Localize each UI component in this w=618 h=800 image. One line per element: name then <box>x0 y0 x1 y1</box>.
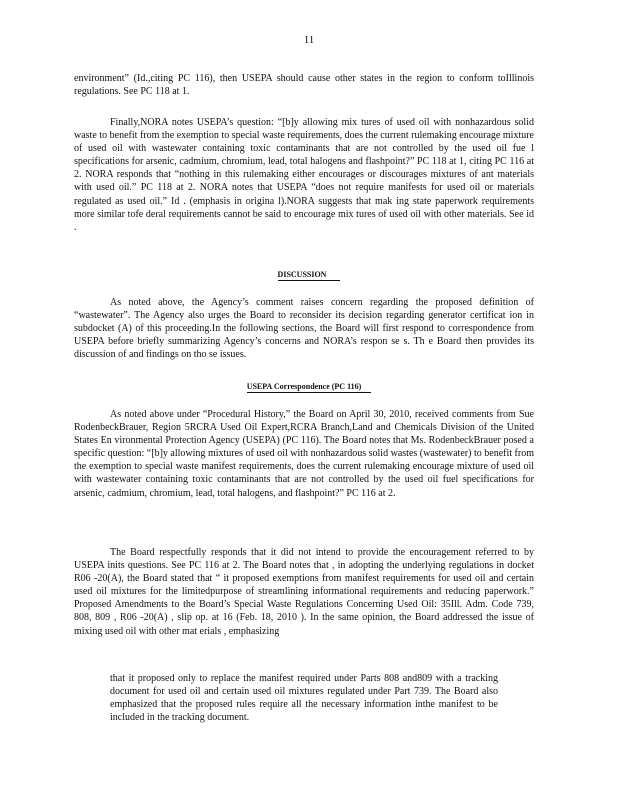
paragraph-nora-citation: environment” (Id.,citing PC 116), then USEPA should cause other states in the region to conform toIllinois regulations. See PC 118 at 1. <box>74 73 534 98</box>
paragraph-usepa-comments: As noted above under “Procedural History,” the Board on April 30, 2010, received comments from Sue RodenbeckBrauer, Region 5RCRA Used Oil Expert,RCRA Branch,Land and Chemicals Division of the United States En vironmental Protection Agency (USEPA) (PC 116). The Board notes that Ms. RodenbeckBrauer posed a specific question: “[b]y allowing mixtures of used oil with nonhazardous solid wastes (wastewater) to benefit from the exemption to special waste manifest requirements, does the current rulemaking encourage mixture of used oil with wastewater containing toxic contaminants that are not controlled by the used oil fuel specifications for arsenic, cadmium, chromium, lead, total halogens, and flashpoint?” PC 116 at 2. <box>74 409 534 499</box>
usepa-correspondence-heading <box>0 382 618 391</box>
page-number: 11 <box>303 34 315 46</box>
discussion-heading <box>0 270 618 279</box>
paragraph-discussion-intro: As noted above, the Agency’s comment raises concern regarding the proposed definition of “wastewater”. The Agency also urges the Board to reconsider its decision regarding generator certificat ion in subdocket (A) of this proceeding.In the following sections, the Board will first respond to correspondence from USEPA before briefly summarizing Agency’s concerns and NORA’s respon se s. Th e Board then provides its discussion of and findings on tho se issues. <box>74 297 534 361</box>
paragraph-nora-response: Finally,NORA notes USEPA’s question: “[b]y allowing mix tures of used oil with nonhazardous solid waste to benefit from the exemption to special waste requirements, does the current rulemaking encourage mixture of used oil with wastewater containing toxic contaminants that are not controlled by the used oil fue l specifications for arsenic, cadmium, chromium, lead, total halogens and flashpoint?” PC 118 at 1, citing PC 116 at 2. NORA responds that “nothing in this rulemaking either encourages or discourages mixtures of ant materials with used oil.” PC 118 at 2. NORA notes that USEPA “does not require manifests for used oil or materials regulated as used oil.” Id . (emphasis in origina l).NORA suggests that mak ing state paperwork requirements more similar tofe deral requirements cannot be said to encourage mix tures of used oil with other materials. See id . <box>74 117 534 233</box>
discussion-heading-text: DISCUSSION <box>278 270 341 281</box>
block-quote: that it proposed only to replace the manifest required under Parts 808 and809 with a tracking document for used oil and certain used oil mixtures regulated under Part 739. The Board also emphasized that the proposed rules require all the necessary information inthe manifest to be included in the tracking document. <box>110 673 498 724</box>
usepa-heading-text: USEPA Correspondence (PC 116) <box>247 382 372 393</box>
paragraph-board-response: The Board respectfully responds that it did not intend to provide the encouragement referred to by USEPA inits questions. See PC 116 at 2. The Board notes that , in adopting the underlying regulations in docket R06 -20(A), the Board stated that “ it proposed exemptions from manifest requirements for used oil and certain used oil mixtures for the limitedpurpose of streamlining informational requirements and reducing paperwork.” Proposed Amendments to the Board’s Special Waste Regulations Concerning Used Oil: 35Ill. Adm. Code 739, 808, 809 , R06 -20(A) , slip op. at 16 (Feb. 18, 2010 ). In the same opinion, the Board addressed the issue of mixing used oil with other mat erials , emphasizing <box>74 547 534 637</box>
